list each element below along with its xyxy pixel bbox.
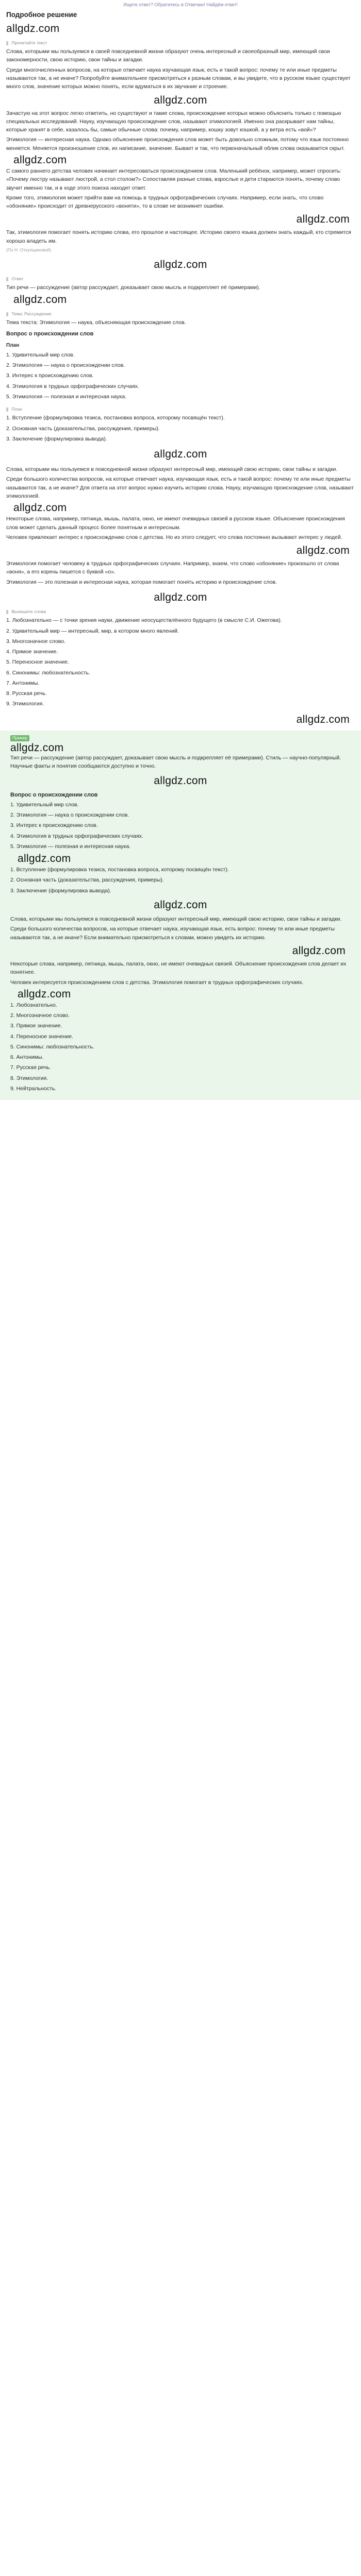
second-vocab-list xyxy=(10,1001,351,1093)
topic-tag xyxy=(6,311,355,317)
source-tag: (По Н. Откупщиковой) xyxy=(6,247,52,252)
paragraph: Зачастую на этот вопрос легко ответить, но существуют и такие слова, происхождение которых можно объяснить только с помощью специальных исследований. Науку, изучающую происхождение слов, называют этимологией. Именно она раскрывает нам тайны, которые хранят в себе, казалось бы, самые обычные слова: почему, например, кошку зовут кошкой, а у ветра есть «вой»? xyxy=(6,110,341,133)
tag-bar-icon xyxy=(6,277,8,281)
watermark-logo: allgdz.com xyxy=(18,988,71,1000)
plan-item: 3. Интерес к происхождению слов. xyxy=(6,372,94,379)
vocab-item: 4. Переносное значение. xyxy=(10,1033,73,1040)
tag-bar-icon xyxy=(6,312,8,316)
watermark-logo: allgdz.com xyxy=(18,853,71,865)
plan-item: 2. Этимология — наука о происхождении слов. xyxy=(10,812,129,819)
watermark-logo: allgdz.com xyxy=(154,259,207,271)
plan-item: 3. Интерес к происхождению слов. xyxy=(10,822,98,829)
watermark-logo: allgdz.com xyxy=(154,774,207,787)
answer-tag-label: Ответ xyxy=(11,276,24,282)
paragraph: Слова, которыми мы пользуемся в своей повседневной жизни образуют очень интересный и своеобразный мир, имеющий свои закономерности, свою историю, свои тайны и загадки. xyxy=(6,48,330,63)
second-text: Человек интересуется происхождением слов с детства. Этимология помогает в трудных орфографических случаях. xyxy=(10,979,304,986)
vocab-item: 8. Русская речь. xyxy=(6,690,47,697)
paragraph: Среди многочисленных вопросов, на которые отвечает наука изучающая язык, есть и такой вопрос: почему те или иные предметы называются так, а не иначе? Попробуйте внимательнее присмотреться к разным словам, и вы увидите, что в русском языке существует много слов, значение которых можно понять, если вдуматься в их звучание и строение. xyxy=(6,66,351,90)
watermark-logo: allgdz.com xyxy=(154,94,207,106)
plan-item: 1. Удивительный мир слов. xyxy=(10,801,79,808)
plan-heading: Вопрос о происхождении слов xyxy=(6,331,94,337)
vocab-tag xyxy=(6,608,355,615)
paragraph: Кроме того, этимология может прийти вам на помощь в трудных орфографических случаях. Например, если знать, что слово «обоняние» происходит от древнерусского «воняти», то в слове не возникнет ошибки. xyxy=(6,194,324,210)
vocab-item: 3. Многозначное слово. xyxy=(6,638,66,645)
example-badge: Пример xyxy=(10,735,29,741)
watermark-logo: allgdz.com xyxy=(296,713,350,725)
vocab-item: 7. Антонимы. xyxy=(6,680,40,686)
watermark-logo: allgdz.com xyxy=(154,899,207,911)
second-text: Слова, которыми мы пользуемся в повседневной жизни образуют интересный мир, имеющий свою историю, свои тайны и загадки. xyxy=(10,916,342,923)
plan-item: 2. Этимология — наука о происхождении слов. xyxy=(6,362,125,369)
plan-item: 4. Этимология в трудных орфографических случаях. xyxy=(6,383,139,389)
tag-bar-icon xyxy=(6,41,8,45)
watermark-logo: allgdz.com xyxy=(296,213,350,226)
answer-text: Тип речи — рассуждение (автор рассуждает, доказывает свою мысль и подкрепляет её примерами). xyxy=(6,284,260,291)
vocab-list xyxy=(6,616,355,708)
vocab-item: 8. Этимология. xyxy=(10,1075,48,1081)
answer-theme: Тема текста: Этимология — наука, объясняющая происхождение слов. xyxy=(6,319,186,326)
watermark-logo: allgdz.com xyxy=(13,154,67,166)
site-logo: allgdz.com xyxy=(6,22,60,35)
long-text: Этимология — это полезная и интересная наука, которая помогает понять историю и происхождение слов. xyxy=(6,579,277,585)
vocab-item: 6. Антонимы. xyxy=(10,1054,44,1061)
second-text: Некоторые слова, например, пятница, мышь, палата, окно, не имеют очевидных связей. Объяснение происхождения слов делает их понятнее. xyxy=(10,960,347,976)
paragraph: С самого раннего детства человек начинает интересоваться происхождением слов. Маленький ребёнок, например, может спросить: «Почему люстру называют люстрой, а стол столом?» Сопоставляя разные слова, взрослые и дети стараются понять, почему слово звучит именно так, и в ходе этого поиска находят ответ. xyxy=(6,168,342,191)
main-content xyxy=(0,10,361,1100)
boxed-intro: Тип речи — рассуждение (автор рассуждает, доказывает свою мысль и подкрепляет её примерами). Стиль — научно-популярный. Научные факты и понятия сообщаются доступно и точно. xyxy=(10,755,341,770)
long-text: Некоторые слова, например, пятница, мышь, палата, окно, не имеют очевидных связей в русском языке. Объяснение происхождения слов может сделать данный процесс более понятным и интересным. xyxy=(6,516,345,531)
answer-tag xyxy=(6,276,355,282)
task-tag-label: Прочитайте текст xyxy=(11,40,47,46)
page-title: Подробное решение xyxy=(6,11,77,19)
vocab-item: 2. Многозначное слово. xyxy=(10,1012,70,1019)
vocab-item: 6. Синонимы: любознательность. xyxy=(6,669,90,676)
vocab-item: 7. Русская речь. xyxy=(10,1064,51,1071)
long-text: Этимология помогает человеку в трудных орфографических случаях. Например, знаем, что слово «обоняние» произошло от слова «воня», а его корень пишется с буквой «о». xyxy=(6,561,339,575)
structure-item: 2. Основная часть (доказательства, рассуждения, примеры). xyxy=(10,877,164,884)
watermark-logo: allgdz.com xyxy=(13,293,67,306)
structure-item: 1. Вступление (формулировка тезиса, постановка вопроса, которому посвящён текст). xyxy=(10,867,229,873)
plan-tag xyxy=(6,406,355,413)
plan-item: 5. Этимология — полезная и интересная наука. xyxy=(10,843,131,850)
second-structure-list xyxy=(10,866,351,895)
structure-item: 2. Основная часть (доказательства, рассуждения, примеры). xyxy=(6,425,160,432)
plan-list xyxy=(6,351,355,401)
paragraph: Так, этимология помогает понять историю слова, его прошлое и настоящее. Историю своего языка должен знать каждый, кто стремится хорошо владеть им. xyxy=(6,229,351,244)
plan-item: 1. Удивительный мир слов. xyxy=(6,351,75,358)
tag-bar-icon xyxy=(6,408,8,412)
vocab-item: 9. Нейтральность. xyxy=(10,1086,57,1092)
top-link[interactable]: Ищете ответ? Обратитесь в Отвечаю! Найдём ответ! xyxy=(123,2,238,7)
vocab-tag-label: Выпишите слова xyxy=(11,609,46,615)
vocab-item: 4. Прямое значение. xyxy=(6,649,58,655)
long-text: Слова, которыми мы пользуемся в повседневной жизни образуют интересный мир, имеющий свою историю, свои тайны и загадки. xyxy=(6,466,338,473)
vocab-item: 9. Этимология. xyxy=(6,701,44,707)
plan-item: 4. Этимология в трудных орфографических случаях. xyxy=(10,833,143,839)
task-tag xyxy=(6,40,355,46)
second-plan-list xyxy=(10,801,351,851)
vocab-item: 2. Удивительный мир — интересный, мир, в котором много явлений. xyxy=(6,628,179,634)
paragraph: Этимология — интересная наука. Однако объяснение происхождения слов может быть довольно сложным, потому что язык постоянно меняется. Меняется произношение слов, их написание, значение. Бывает и так, что первоначальный облик слова оказывается скрыт. xyxy=(6,137,349,151)
plan-heading: Вопрос о происхождении слов xyxy=(10,791,98,798)
vocab-item: 5. Переносное значение. xyxy=(6,659,69,666)
plan-item: 5. Этимология — полезная и интересная наука. xyxy=(6,393,127,400)
topic-tag-label: Тема: Рассуждение xyxy=(11,311,52,316)
vocab-item: 1. Любознательно — с точки зрения науки, движение неосуществлённого будущего (в смысле С.И. Ожегова). xyxy=(6,617,282,624)
watermark-logo: allgdz.com xyxy=(154,591,207,603)
highlighted-answer-box xyxy=(0,731,361,1100)
watermark-logo: allgdz.com xyxy=(10,742,64,754)
vocab-item: 1. Любознательно. xyxy=(10,1002,57,1008)
vocab-item: 5. Синонимы: любознательность. xyxy=(10,1043,94,1050)
long-text: Человек привлекает интерес к происхождению слов с детства. Но из этого следует, что слова постоянно вызывают интерес у людей. xyxy=(6,534,342,540)
long-text: Среди большого количества вопросов, на которые отвечает наука, изучающая язык, есть и такой вопрос: почему те или иные предметы называются так, а не иначе? Для ответа на этот вопрос нужно изучить историю слова. Науку, изучающую происхождение слов, называют этимологией. xyxy=(6,476,354,499)
vocab-item: 3. Прямое значение. xyxy=(10,1023,62,1029)
tag-bar-icon xyxy=(6,610,8,614)
watermark-logo: allgdz.com xyxy=(296,545,350,557)
structure-item: 3. Заключение (формулировка вывода). xyxy=(6,435,107,442)
structure-item: 1. Вступление (формулировка тезиса, постановка вопроса, которому посвящён текст). xyxy=(6,415,225,421)
watermark-logo: allgdz.com xyxy=(292,944,346,957)
second-text: Среди большого количества вопросов, на которые отвечает наука, изучающая язык, есть вопрос: почему те или иные предметы называются так, а не иначе? Если внимательно присмотреться к словам, можно увидеть их историю. xyxy=(10,926,335,941)
plan-tag-label: План xyxy=(11,406,22,412)
plan-sub: План xyxy=(6,343,20,349)
structure-item: 3. Заключение (формулировка вывода). xyxy=(10,887,111,894)
watermark-logo: allgdz.com xyxy=(13,502,67,514)
structure-list xyxy=(6,414,355,443)
watermark-logo: allgdz.com xyxy=(154,448,207,461)
